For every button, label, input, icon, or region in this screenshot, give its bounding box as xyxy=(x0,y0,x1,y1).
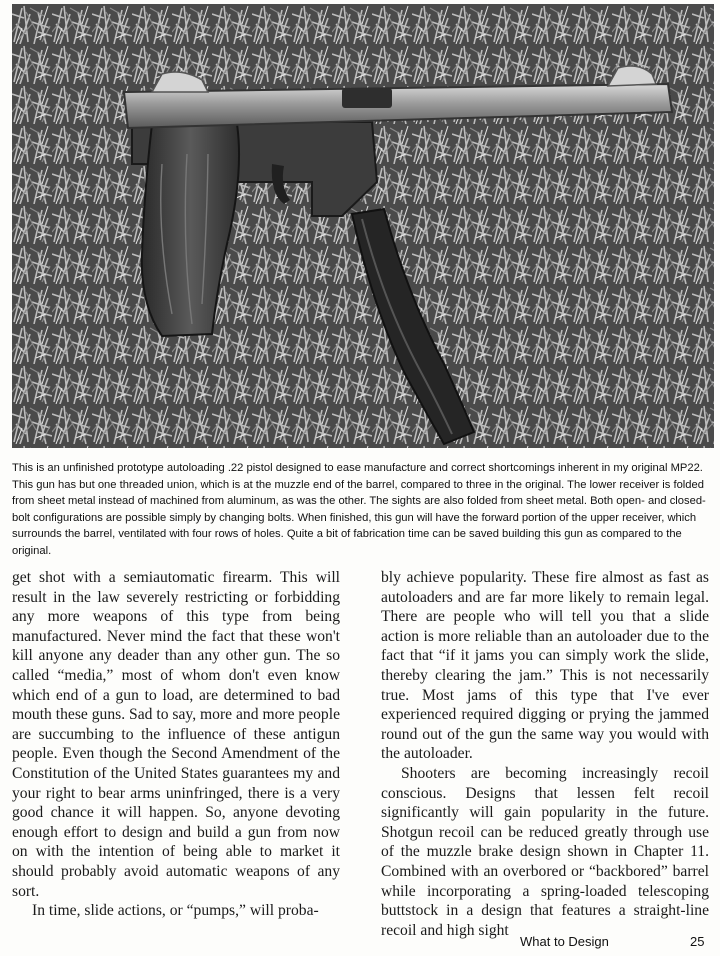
body-left-column xyxy=(12,568,340,921)
photo-graphic xyxy=(12,4,714,448)
body-paragraph: bly achieve popularity. These fire almost as fast as autoloaders and are far more likely to remain legal. There are people who will tell you that a slide action is more reliable than an autoloader due to the fact that “if it jams you can simply work the slide, thereby clearing the jam.” This is not necessarily true. Most jams of this type that I've ever experienced required digging or prying the jammed round out of the gun the same way you would with the autoloader. xyxy=(381,569,709,763)
smg-photo xyxy=(12,4,714,448)
body-right-column xyxy=(381,568,709,940)
page-number: 25 xyxy=(690,934,705,949)
caption-text: This is an unfinished prototype autoloading .22 pistol designed to ease manufacture and correct shortcomings inherent in my original MP22. This gun has but one threaded union, which is at the muzzle end of the barrel, compared to three in the original. The lower receiver is folded from sheet metal instead of machined from aluminum, as was the other. The sights are also folded from sheet metal. Both open- and closed-bolt configurations are possible simply by changing bolts. When finished, this gun will have the forward portion of the upper receiver, which surrounds the barrel, ventilated with four rows of holes. Quite a bit of fabrication time can be saved building this gun as compared to the original. xyxy=(12,462,706,557)
running-footer-section: What to Design xyxy=(520,934,609,949)
body-paragraph: get shot with a semiautomatic firearm. This will result in the law severely restricting or forbidding any more weapons of this type from being manufactured. Never mind the fact that these won't kill anyone any deader than any other gun. The so called “media,” most of whom don't even know which end of a gun to load, are determined to bad mouth these guns. Sad to say, more and more people are succumbing to the influence of these antigun people. Even though the Second Amendment of the Constitution of the United States guarantees my and your right to bear arms uninfringed, there is a very good chance it will happen. So, anyone devoting enough effort to design and build a gun from now on with the intention of being able to market it should probably avoid automatic weapons of any sort. xyxy=(12,569,340,900)
figure-caption xyxy=(12,460,712,559)
body-paragraph: In time, slide actions, or “pumps,” will proba- xyxy=(32,902,319,920)
body-paragraph: Shooters are becoming increasingly recoil conscious. Designs that lessen felt recoil significantly will gain popularity in the future. Shotgun recoil can be reduced greatly through use of the muzzle brake design shown in Chapter 11. Combined with an overbored or “backbored” barrel while incorporating a spring-loaded telescoping buttstock in a design that features a straight-line recoil and high sight xyxy=(381,764,709,939)
